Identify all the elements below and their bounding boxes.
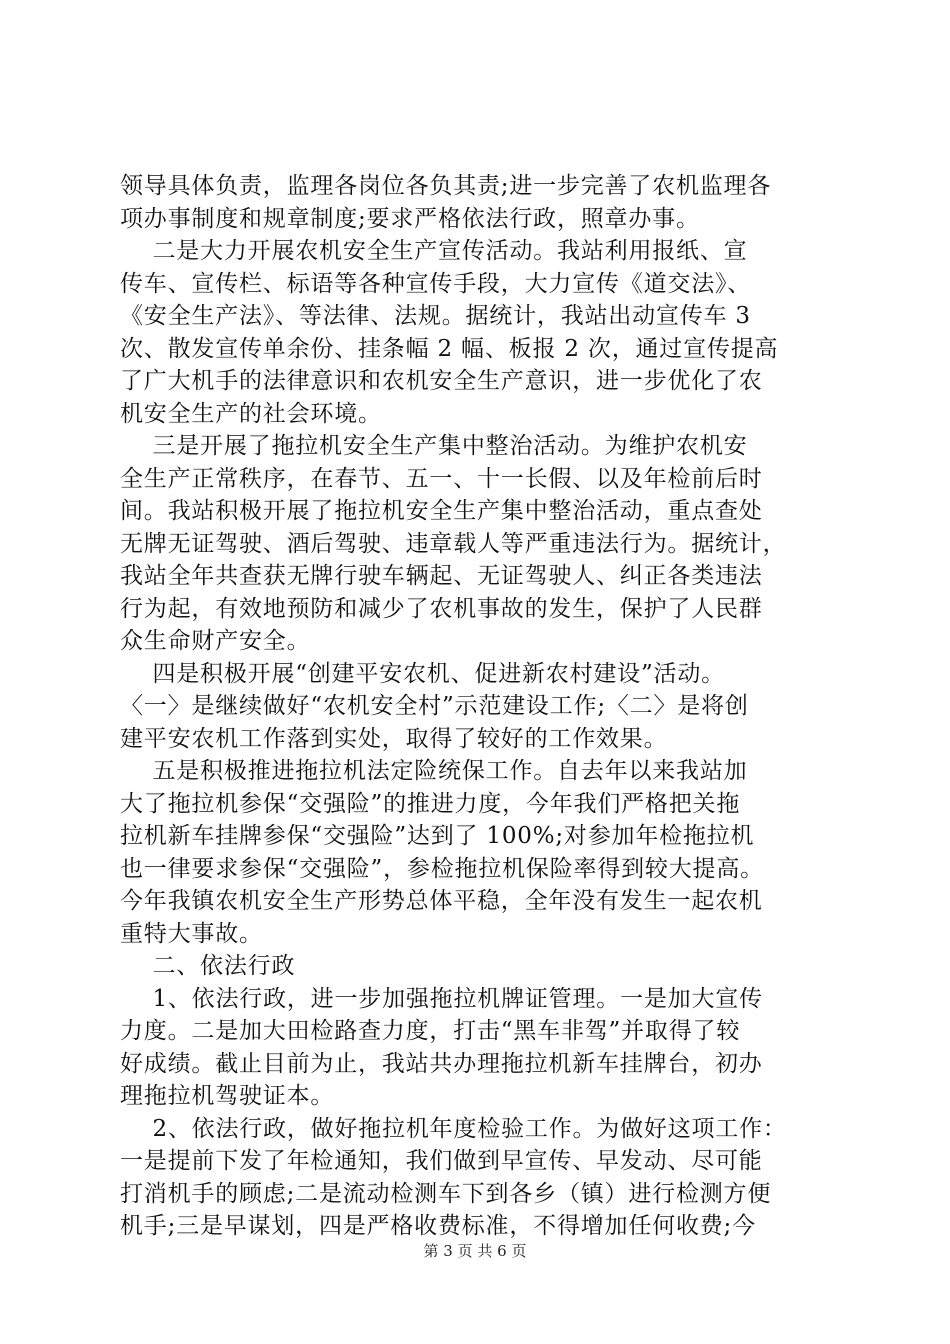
text-line: 理拖拉机驾驶证本。	[120, 1083, 335, 1109]
text-line: 2、依法行政，做好拖拉机年度检验工作。为做好这项工作：	[120, 1115, 787, 1142]
document-body	[120, 170, 835, 1243]
text-line: 大了拖拉机参保“交强险”的推进力度，今年我们严格把关拖	[120, 790, 741, 817]
text-line: 机安全生产的社会环境。	[120, 400, 382, 427]
text-line: 我站全年共查获无牌行驶车辆起、无证驾驶人、纠正各类违法	[120, 563, 763, 589]
text-line: 1、依法行政，进一步加强拖拉机牌证管理。一是加大宣传	[120, 985, 763, 1012]
page-number: 第 3 页 共 6 页	[423, 1242, 527, 1260]
text-line: 重特大事故。	[120, 920, 263, 947]
text-line: 机手;三是早谋划，四是严格收费标准，不得增加任何收费;今	[120, 1213, 756, 1239]
text-line: 也一律要求参保“交强险”，参检拖拉机保险率得到较大提高。	[120, 855, 764, 882]
text-line: 领导具体负责，监理各岗位各负其责;进一步完善了农机监理各	[120, 173, 772, 199]
text-line: 打消机手的顾虑;二是流动检测车下到各乡（镇）进行检测方便	[120, 1180, 772, 1207]
text-line: 好成绩。截止目前为止，我站共办理拖拉机新车挂牌台，初办	[120, 1050, 763, 1077]
text-line: 拉机新车挂牌参保“交强险”达到了 100%;对参加年检拖拉机	[120, 823, 755, 849]
section-heading: 二、依法行政	[120, 953, 296, 979]
text-line: 间。我站积极开展了拖拉机安全生产集中整治活动，重点查处	[120, 498, 763, 524]
text-line: 四是积极开展“创建平安农机、促进新农村建设”活动。	[120, 660, 725, 687]
text-line: 传车、宣传栏、标语等各种宣传手段，大力宣传《道交法》、	[120, 270, 752, 297]
text-line: 建平安农机工作落到实处，取得了较好的工作效果。	[120, 725, 668, 752]
text-line: 次、散发宣传单余份、挂条幅 2 幅、板报 2 次，通过宣传提高	[120, 335, 779, 362]
text-line: 五是积极推进拖拉机法定险统保工作。自去年以来我站加	[120, 758, 748, 784]
text-line: 了广大机手的法律意识和农机安全生产意识，进一步优化了农	[120, 368, 763, 394]
text-line: 力度。二是加大田检路查力度，打击“黑车非驾”并取得了较	[120, 1018, 741, 1044]
text-line: 无牌无证驾驶、酒后驾驶、违章载人等严重违法行为。据统计，	[120, 530, 787, 557]
text-line: 〈一〉是继续做好“农机安全村”示范建设工作;〈二〉是将创	[120, 693, 749, 719]
text-line: 众生命财产安全。	[120, 628, 311, 654]
text-line: 全生产正常秩序，在春节、五一、十一长假、以及年检前后时	[120, 465, 763, 492]
text-line: 二是大力开展农机安全生产宣传活动。我站利用报纸、宣	[120, 238, 748, 264]
text-line: 今年我镇农机安全生产形势总体平稳，全年没有发生一起农机	[120, 888, 763, 914]
text-line: 行为起，有效地预防和减少了农机事故的发生，保护了人民群	[120, 595, 763, 622]
text-line: 三是开展了拖拉机安全生产集中整治活动。为维护农机安	[120, 433, 748, 459]
text-line: 《安全生产法》、等法律、法规。据统计，我站出动宣传车 3	[120, 303, 751, 329]
text-line: 项办事制度和规章制度;要求严格依法行政，照章办事。	[120, 205, 700, 232]
page-footer	[0, 1241, 950, 1261]
text-line: 一是提前下发了年检通知，我们做到早宣传、早发动、尽可能	[120, 1148, 763, 1174]
